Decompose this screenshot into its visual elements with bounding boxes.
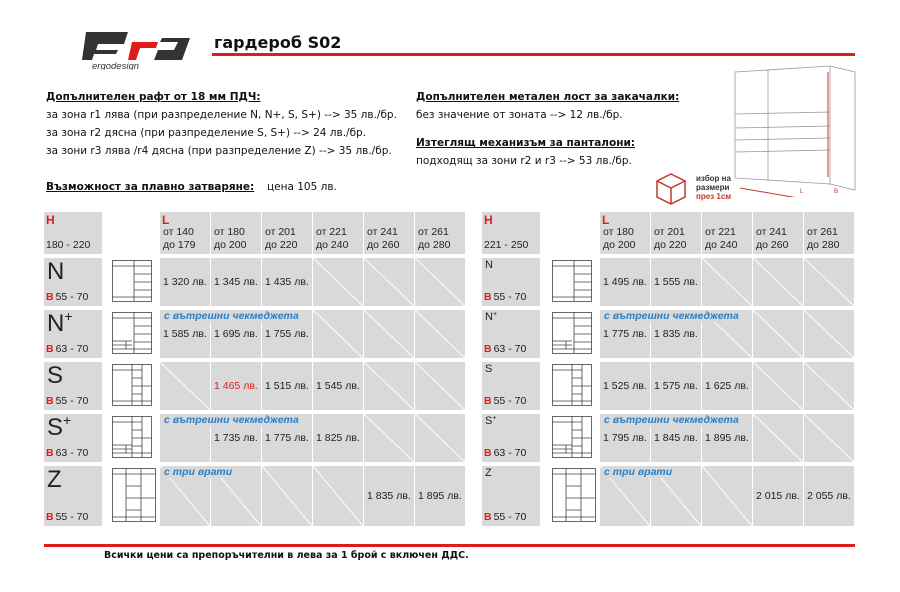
- price-value: 1 545 лв.: [316, 380, 360, 392]
- height-header: [482, 212, 540, 254]
- range-to: до 179: [163, 239, 196, 251]
- height-label: H: [46, 213, 55, 227]
- price-cell: [262, 362, 312, 410]
- depth-prefix: B: [484, 291, 492, 303]
- width-column-header: [211, 212, 261, 254]
- shelf-line: за зона r1 лява (при разпределение N, N+, S, S+) --> 35 лв./бр.: [46, 109, 397, 121]
- width-range: [756, 226, 788, 252]
- unavailable-cell: [160, 362, 210, 410]
- range-to: до 220: [265, 239, 298, 251]
- logo: [78, 28, 193, 70]
- unavailable-cell: [804, 310, 854, 358]
- unavailable-cell: [804, 414, 854, 462]
- width-range: [654, 226, 686, 252]
- type-plus: +: [492, 415, 497, 422]
- price-value: 1 735 лв.: [214, 432, 258, 444]
- pull-heading: Изтеглящ механизъм за панталони:: [416, 137, 636, 149]
- width-range: [705, 226, 737, 252]
- type-letter: N: [485, 259, 493, 271]
- price-cell: [211, 258, 261, 306]
- type-letter: S: [485, 415, 493, 427]
- price-value: 1 795 лв.: [603, 432, 647, 444]
- height-range: 221 - 250: [484, 239, 529, 251]
- range-from: от 140: [163, 226, 194, 238]
- depth-range: [46, 447, 88, 459]
- unavailable-cell: [804, 362, 854, 410]
- width-range: [418, 226, 450, 252]
- wardrobe-layout-icon: [552, 312, 592, 359]
- depth-range: [484, 395, 526, 407]
- wardrobe-layout-icon: [552, 416, 592, 463]
- range-from: от 201: [654, 226, 685, 238]
- unavailable-cell: [364, 362, 414, 410]
- row-type-cell: [44, 310, 102, 358]
- depth-value: 55 - 70: [55, 291, 89, 303]
- footer-divider: [44, 544, 855, 547]
- width-range: [163, 226, 195, 252]
- price-cell: [651, 362, 701, 410]
- width-range: [214, 226, 246, 252]
- depth-value: 63 - 70: [55, 343, 89, 355]
- depth-prefix: B: [484, 447, 492, 459]
- wardrobe-layout-icon: [112, 312, 152, 359]
- depth-value: 55 - 70: [493, 291, 527, 303]
- type-plus: +: [492, 311, 498, 318]
- range-to: до 200: [603, 239, 636, 251]
- wardrobe-type: [485, 415, 496, 427]
- height-range: 180 - 220: [46, 239, 91, 251]
- svg-text:L: L: [800, 189, 804, 195]
- depth-prefix: B: [46, 447, 54, 459]
- badge-line: избор на: [696, 174, 731, 183]
- price-value: 1 895 лв.: [705, 432, 749, 444]
- price-value: 1 555 лв.: [654, 276, 698, 288]
- unavailable-cell: [415, 258, 465, 306]
- range-from: от 201: [265, 226, 296, 238]
- price-value: 1 575 лв.: [654, 380, 698, 392]
- depth-value: 55 - 70: [493, 511, 527, 523]
- range-to: до 280: [418, 239, 451, 251]
- price-value: 1 835 лв.: [367, 490, 411, 502]
- unavailable-cell: [753, 258, 803, 306]
- row-type-cell: [482, 466, 540, 526]
- width-column-header: [313, 212, 363, 254]
- wardrobe-type: [485, 467, 492, 479]
- type-plus: +: [63, 412, 72, 428]
- unavailable-cell: [804, 258, 854, 306]
- wardrobe-type: [485, 259, 493, 271]
- width-range: [265, 226, 297, 252]
- title-divider: [212, 53, 855, 56]
- depth-prefix: B: [46, 343, 54, 355]
- range-to: до 260: [367, 239, 400, 251]
- row-note: с три врати: [604, 466, 673, 478]
- width-column-header: [753, 212, 803, 254]
- depth-prefix: B: [46, 511, 54, 523]
- depth-range: [46, 511, 88, 523]
- wardrobe-layout-icon: [112, 468, 156, 527]
- length-label: L: [602, 213, 610, 227]
- wardrobe-type: [47, 362, 63, 390]
- unavailable-cell: [415, 310, 465, 358]
- unavailable-cell: [702, 258, 752, 306]
- shelf-heading: Допълнителен рафт от 18 мм ПДЧ:: [46, 91, 261, 103]
- depth-prefix: B: [484, 343, 492, 355]
- shelf-line: за зони r3 лява /r4 дясна (при разпределение Z) --> 35 лв./бр.: [46, 145, 392, 157]
- wardrobe-type: [47, 466, 62, 494]
- badge-line: размери: [696, 183, 730, 192]
- wardrobe-type: [485, 363, 492, 375]
- row-type-cell: [482, 362, 540, 410]
- depth-prefix: B: [484, 395, 492, 407]
- wardrobe-layout-icon: [552, 260, 592, 307]
- depth-range: [484, 291, 526, 303]
- wardrobe-layout-icon: [552, 468, 596, 527]
- type-letter: N: [47, 310, 65, 337]
- price-value: 1 320 лв.: [163, 276, 207, 288]
- shelf-info: [46, 88, 397, 160]
- price-cell: [702, 362, 752, 410]
- footer-note: Всички цени са препоръчителни в лева за 1 брой с включен ДДС.: [104, 550, 469, 561]
- width-range: [807, 226, 839, 252]
- type-letter: S: [47, 362, 64, 389]
- accessories-info: [416, 88, 679, 170]
- depth-range: [484, 511, 526, 523]
- soft-close-label: Възможност за плавно затваряне:: [46, 181, 255, 193]
- wardrobe-layout-icon: [552, 364, 592, 411]
- price-cell: [313, 414, 363, 462]
- wardrobe-layout-icon: [112, 416, 152, 463]
- height-header: [44, 212, 102, 254]
- unavailable-cell: [415, 362, 465, 410]
- wardrobe-type: [47, 414, 71, 442]
- price-cell: [600, 362, 650, 410]
- range-to: до 260: [756, 239, 789, 251]
- rod-heading: Допълнителен метален лост за закачалки:: [416, 91, 680, 103]
- price-value: 1 695 лв.: [214, 328, 258, 340]
- depth-value: 63 - 70: [493, 343, 527, 355]
- wardrobe-layout-icon: [112, 364, 152, 411]
- range-from: от 221: [705, 226, 736, 238]
- badge-line: през 1см: [696, 192, 732, 201]
- price-cell: [211, 362, 261, 410]
- price-value: 1 345 лв.: [214, 276, 258, 288]
- price-value: 1 755 лв.: [265, 328, 309, 340]
- unavailable-cell: [415, 414, 465, 462]
- price-value: 1 495 лв.: [603, 276, 647, 288]
- unavailable-cell: [753, 310, 803, 358]
- type-letter: N: [47, 258, 65, 285]
- type-letter: S: [47, 414, 64, 441]
- rod-line: без значение от зоната --> 12 лв./бр.: [416, 109, 623, 121]
- depth-value: 63 - 70: [493, 447, 527, 459]
- size-selection-badge: [654, 172, 754, 206]
- type-letter: Z: [485, 467, 492, 479]
- price-cell: [804, 466, 854, 526]
- price-value: 1 775 лв.: [265, 432, 309, 444]
- row-type-cell: [482, 258, 540, 306]
- row-type-cell: [482, 414, 540, 462]
- price-value: 1 435 лв.: [265, 276, 309, 288]
- pull-line: подходящ за зони r2 и r3 --> 53 лв./бр.: [416, 155, 632, 167]
- row-note: с три врати: [164, 466, 233, 478]
- width-range: [603, 226, 635, 252]
- row-note: с вътрешни чекмеджета: [164, 310, 299, 322]
- row-type-cell: [44, 362, 102, 410]
- depth-range: [46, 395, 88, 407]
- depth-value: 63 - 70: [55, 447, 89, 459]
- depth-range: [484, 447, 526, 459]
- row-type-cell: [44, 466, 102, 526]
- unavailable-cell: [364, 414, 414, 462]
- svg-text:B: B: [834, 189, 839, 195]
- price-value: 1 835 лв.: [654, 328, 698, 340]
- price-value: 1 525 лв.: [603, 380, 647, 392]
- price-value: 1 515 лв.: [265, 380, 309, 392]
- type-letter: N: [485, 311, 493, 323]
- row-type-cell: [482, 310, 540, 358]
- width-range: [316, 226, 348, 252]
- price-value: 1 625 лв.: [705, 380, 749, 392]
- depth-prefix: B: [46, 395, 54, 407]
- range-to: до 220: [654, 239, 687, 251]
- unavailable-cell: [753, 362, 803, 410]
- unavailable-cell: [313, 258, 363, 306]
- price-cell: [160, 258, 210, 306]
- price-cell: [600, 258, 650, 306]
- shelf-line: за зона r2 дясна (при разпределение S, S+) --> 24 лв./бр.: [46, 127, 367, 139]
- range-to: до 240: [705, 239, 738, 251]
- wardrobe-type: [47, 310, 73, 338]
- length-label: L: [162, 213, 170, 227]
- price-value: 1 775 лв.: [603, 328, 647, 340]
- range-to: до 200: [214, 239, 247, 251]
- cube-icon: [654, 172, 688, 206]
- depth-range: [46, 291, 88, 303]
- width-column-header: [160, 212, 210, 254]
- page-title: гардероб S02: [214, 33, 342, 52]
- soft-close-price: цена 105 лв.: [267, 181, 337, 193]
- depth-value: 55 - 70: [493, 395, 527, 407]
- row-note: с вътрешни чекмеджета: [604, 414, 739, 426]
- unavailable-cell: [262, 466, 312, 526]
- price-value: 1 895 лв.: [418, 490, 462, 502]
- depth-prefix: B: [46, 291, 54, 303]
- price-value: 1 845 лв.: [654, 432, 698, 444]
- width-column-header: [702, 212, 752, 254]
- depth-value: 55 - 70: [55, 395, 89, 407]
- type-letter: Z: [47, 466, 62, 493]
- width-range: [367, 226, 399, 252]
- depth-range: [46, 343, 88, 355]
- height-label: H: [484, 213, 493, 227]
- price-cell: [262, 258, 312, 306]
- range-to: до 240: [316, 239, 349, 251]
- width-column-header: [600, 212, 650, 254]
- unavailable-cell: [753, 414, 803, 462]
- width-column-header: [262, 212, 312, 254]
- width-column-header: [651, 212, 701, 254]
- price-cell: [753, 466, 803, 526]
- width-column-header: [415, 212, 465, 254]
- wardrobe-layout-icon: [112, 260, 152, 307]
- wardrobe-type: [485, 311, 497, 323]
- range-from: от 180: [214, 226, 245, 238]
- unavailable-cell: [364, 258, 414, 306]
- unavailable-cell: [364, 310, 414, 358]
- width-column-header: [364, 212, 414, 254]
- unavailable-cell: [702, 466, 752, 526]
- row-type-cell: [44, 414, 102, 462]
- price-cell: [364, 466, 414, 526]
- range-from: от 241: [756, 226, 787, 238]
- range-from: от 241: [367, 226, 398, 238]
- row-note: с вътрешни чекмеджета: [604, 310, 739, 322]
- depth-prefix: B: [484, 511, 492, 523]
- type-plus: +: [64, 308, 73, 324]
- range-from: от 221: [316, 226, 347, 238]
- price-cell: [415, 466, 465, 526]
- price-value: 1 825 лв.: [316, 432, 360, 444]
- range-from: от 180: [603, 226, 634, 238]
- depth-range: [484, 343, 526, 355]
- price-value: 1 585 лв.: [163, 328, 207, 340]
- range-from: от 261: [807, 226, 838, 238]
- type-letter: S: [485, 363, 493, 375]
- price-value: 2 015 лв.: [756, 490, 800, 502]
- unavailable-cell: [313, 466, 363, 526]
- unavailable-cell: [313, 310, 363, 358]
- wardrobe-type: [47, 258, 64, 286]
- depth-value: 55 - 70: [55, 511, 89, 523]
- row-note: с вътрешни чекмеджета: [164, 414, 299, 426]
- price-cell: [313, 362, 363, 410]
- svg-text:ergodesign: ergodesign: [92, 61, 140, 70]
- price-value: 2 055 лв.: [807, 490, 851, 502]
- width-column-header: [804, 212, 854, 254]
- price-cell: [651, 258, 701, 306]
- row-type-cell: [44, 258, 102, 306]
- range-to: до 280: [807, 239, 840, 251]
- price-value: 1 465 лв.: [214, 380, 258, 392]
- range-from: от 261: [418, 226, 449, 238]
